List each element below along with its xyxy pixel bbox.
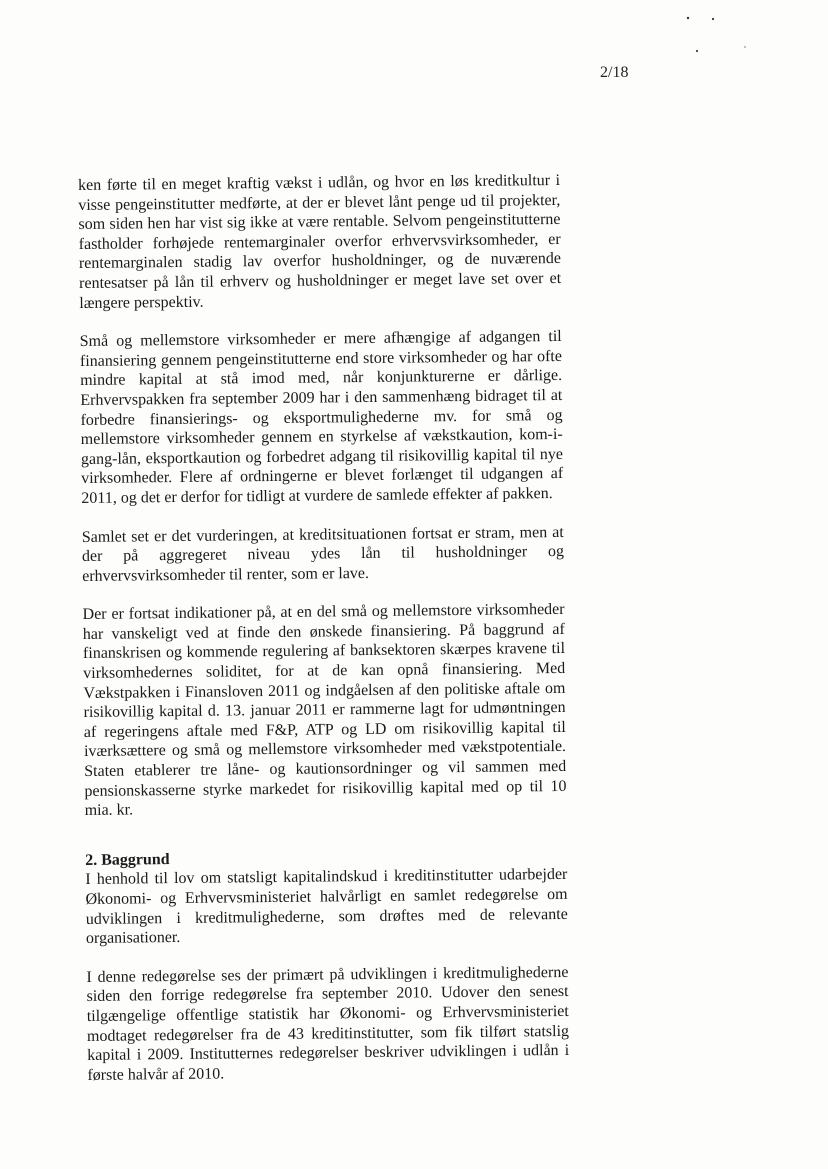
section-heading: 2. Baggrund bbox=[85, 850, 170, 869]
paragraph-overall-assessment: Samlet set er det vurderingen, at kreditsituationen fortsat er stram, men at der på aggregeret niveau ydes lån til husholdninger og erhvervsvirksomheder til renter, som er lave. bbox=[81, 523, 565, 585]
section-background bbox=[85, 846, 569, 1086]
paragraph-indications: Der er fortsat indikationer på, at en del små og mellemstore virksomheder har vanskeligt ved at finde den ønskede finansiering. På baggrund af finanskrisen og kommende regulering af banksektoren skærpes kravene til virksomhedernes soliditet, for at de kan opnå finansiering. Med Vækstpakken i Finansloven 2011 og indgåelsen af den politiske aftale om risikovillig kapital d. 13. januar 2011 er rammerne lagt for udmøntningen af regeringens aftale med F&P, ATP og LD om risikovillig kapital til iværksættere og små og mellemstore virksomheder med vækstpotentiale. Staten etablerer tre låne- og kautionsordninger og vil sammen med pensionskasserne styrke markedet for risikovillig kapital med op til 10 mia. kr. bbox=[82, 601, 567, 820]
paragraph-legal-basis: I henhold til lov om statsligt kapitalindskud i kreditinstitutter udarbejder Økonomi- og Erhvervsministeriet halvårligt en samlet redegørelse om udviklingen i kreditmulighederne, som drøftes med de relevante organisationer. bbox=[85, 866, 568, 948]
document-body bbox=[78, 171, 570, 1104]
paragraph-report-scope: I denne redegørelse ses der primært på udviklingen i kreditmulighederne siden den forrige redegørelse fra september 2010. Udover den senest tilgængelige offentlige statistik har Økonomi- og Erhvervsministeriet modtaget redegørelser fra de 43 kreditinstitutter, som fik tilført statslig kapital i 2009. Institutternes redegørelser beskriver udviklingen i udlån i første halvår af 2010. bbox=[86, 963, 570, 1084]
page-number: 2/18 bbox=[600, 64, 629, 81]
scan-specks bbox=[0, 0, 828, 120]
paragraph-sme-financing: Små og mellemstore virksomheder er mere afhængige af adgangen til finansiering gennem pengeinstitutterne end store virksomheder og har ofte mindre kapital at stå imod med, når konjunkturerne er dårlige. Erhvervspakken fra september 2009 har i den sammenhæng bidraget til at forbedre finansierings- og eksportmulighederne mv. for små og mellemstore virksomheder gennem en styrkelse af vækstkaution, kom-i-gang-lån, eksportkaution og forbedret adgang til risikovillig kapital til nye virksomheder. Flere af ordningerne er blevet forlænget til udgangen af 2011, og det er derfor for tidligt at vurdere de samlede effekter af pakken. bbox=[79, 328, 564, 507]
paragraph-credit-culture: ken førte til en meget kraftig vækst i udlån, og hvor en løs kreditkultur i visse pengeinstitutter medførte, at der er blevet lånt penge ud til projekter, som siden hen har vist sig ikke at være rentable. Selvom pengeinstitutterne fastholder forhøjede rentemarginaler overfor erhvervsvirksomheder, er rentemarginalen stadig lav overfor husholdninger, og de nuværende rentesatser på lån til erhverv og husholdninger er meget lave set over et længere perspektiv. bbox=[78, 171, 562, 312]
